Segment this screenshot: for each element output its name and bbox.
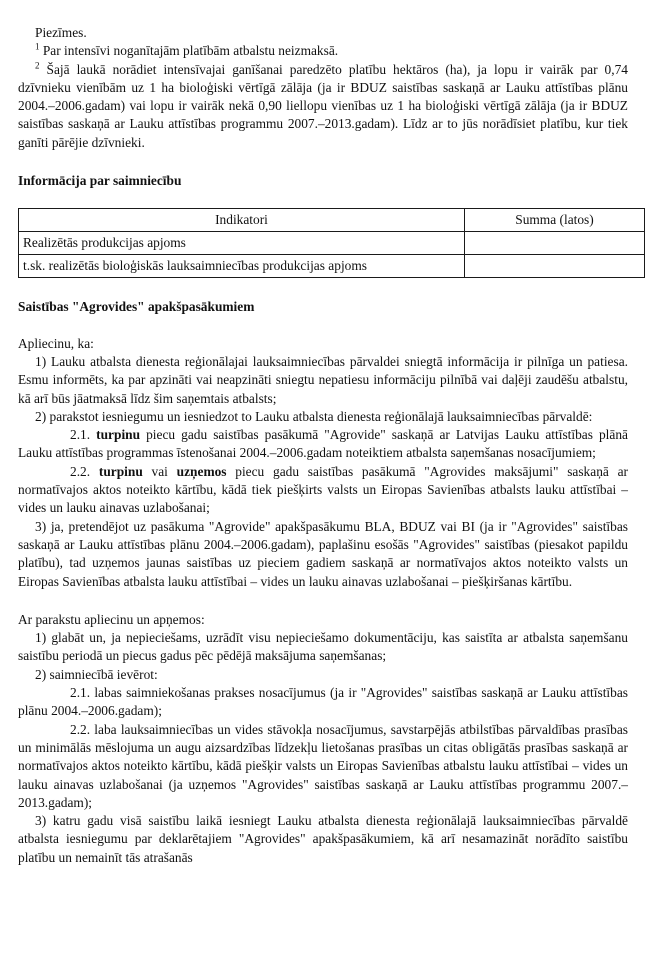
signature-item-2-lead: 2) saimniecībā ievērot: bbox=[35, 666, 158, 682]
item-2-2-keyword-1: turpinu bbox=[98, 463, 143, 479]
commitments-item-2-2 bbox=[18, 463, 628, 518]
commitments-item-1: 1) Lauku atbalsta dienesta reģionālajai lauksaimniecības pārvaldei sniegtā informācija ir pilnīga un patiesa. Esmu informēts, ka par apzināti vai neapzināti sniegtu nepatiesu informāciju pilnībā vai daļēji zaudēšu atbalstu, kā arī būs jāatmaksā līdz šim saņemtais atbalsts; bbox=[18, 353, 628, 406]
commitments-intro: Apliecinu, ka: bbox=[18, 335, 94, 351]
row-value-realized-production[interactable] bbox=[465, 232, 645, 255]
document-content bbox=[18, 24, 628, 867]
footnote-2-text: Šajā laukā norādiet intensīvajai ganīšanai paredzēto platību hektāros (ha), ja lopu ir vairāk par 0,74 dzīvnieku vienībām uz 1 ha bioloģiski vērtīgā zālāja (ja ir BDUZ saistības saskaņā ar Lauku attīstības plānu 2004.–2006.gadam) vai lopu ir vairāk nekā 0,90 liellopu vienības uz 1 ha bioloģiski vērtīgā zālāja (ja ir BDUZ saistības saskaņā ar Lauku attīstības programmu 2007.–2013.gadam). Līdz ar to jūs norādīsiet platību, kur tiek ganīti pārējie dzīvnieki. bbox=[18, 61, 628, 150]
spacer bbox=[18, 591, 628, 611]
spacer bbox=[18, 317, 628, 335]
item-2-2-text: piecu gadu saistības pasākumā "Agrovides maksājumi" saskaņā ar normatīvajos aktos noteikto kārtību, kādā tiek piešķirts valsts un Eiropas Savienības atbalsts lauku attīstībai – vides un lauku ainavas uzlabošanai; bbox=[18, 463, 628, 516]
farm-info-heading: Informācija par saimniecību bbox=[18, 173, 182, 189]
row-value-organic-production[interactable] bbox=[465, 255, 645, 278]
item-2-2-mid: vai bbox=[142, 463, 177, 479]
spacer bbox=[18, 152, 628, 172]
table-row bbox=[19, 255, 645, 278]
table-row bbox=[19, 232, 645, 255]
item-2-1-keyword: turpinu bbox=[96, 427, 141, 443]
signature-intro: Ar parakstu apliecinu un apņemos: bbox=[18, 611, 205, 627]
spacer bbox=[18, 190, 628, 208]
footnote-2 bbox=[18, 61, 628, 152]
footnote-2-marker: 2 bbox=[35, 60, 40, 71]
signature-item-1: 1) glabāt un, ja nepieciešams, uzrādīt visu nepieciešamo dokumentāciju, kas saistīta ar atbalsta saņemšanu saistību periodā un piecus gadus pēc pēdējā maksājuma saņemšanas; bbox=[18, 630, 628, 664]
column-header-sum: Summa (latos) bbox=[465, 209, 645, 232]
footnote-1-marker: 1 bbox=[35, 41, 40, 52]
signature-item-2-2: 2.2. laba lauksaimniecības un vides stāvokļa nosacījumus, savstarpējās atbilstības pārvaldības prasības un minimālās mēslojuma un augu aizsardzības līdzekļu lietošanas prasības un citas obligātās prasības saskaņā ar normatīvajos aktos noteikto kārtību, kādā piešķir valsts un Eiropas Savienības atbalstu lauku attīstībai – vides un lauku ainavas uzlabošanai (ja uzņemos "Agrovides" saistības saskaņā ar Lauku attīstības programmu 2007.–2013.gadam); bbox=[18, 721, 628, 810]
item-2-1-number: 2.1. bbox=[70, 427, 91, 443]
signature-item-3: 3) katru gadu visā saistību laikā iesniegt Lauku atbalsta dienesta reģionālajā lauksaimniecības pārvaldē atbalsta iesniegumu par deklarētajiem "Agrovides" apakšpasākumiem, kā arī nesamazināt norādīto saistību platību un nemainīt tās atrašanās bbox=[18, 813, 628, 865]
commitments-item-2-1 bbox=[18, 426, 628, 463]
footnote-1-text: Par intensīvi noganītajām platībām atbalstu neizmaksā. bbox=[42, 43, 339, 59]
spacer bbox=[18, 278, 628, 298]
item-2-2-number: 2.2. bbox=[70, 463, 91, 479]
row-label-realized-production: Realizētās produkcijas apjoms bbox=[19, 232, 465, 255]
farm-info-table bbox=[18, 208, 645, 278]
row-label-organic-production: t.sk. realizētās bioloģiskās lauksaimniecības produkcijas apjoms bbox=[19, 255, 465, 278]
footnote-1 bbox=[18, 42, 628, 60]
item-2-2-keyword-2: uzņemos bbox=[176, 463, 227, 479]
table-header-row bbox=[19, 209, 645, 232]
commitments-item-3: 3) ja, pretendējot uz pasākuma "Agrovide" apakšpasākumu BLA, BDUZ vai BI (ja ir "Agrovides" saistības saskaņā ar Lauku attīstības plānu 2004.–2006.gadam), paplašinu esošās "Agrovides" saistības (piesakot papildu platību), tad uzņemos jaunas saistības uz pieciem gadiem saskaņā ar normatīvajos aktos noteikto valsts un Eiropas Savienības atbalsta lauku attīstībai – vides un lauku ainavas uzlabošanai – piešķiršanas kārtību. bbox=[18, 518, 628, 589]
notes-heading: Piezīmes. bbox=[35, 25, 87, 40]
item-2-1-text: piecu gadu saistības pasākumā "Agrovide" saskaņā ar Latvijas Lauku attīstības plānā Lauku attīstības programmas īstenošanai 2004.–2006.gadam noteiktiem atbalsta saņemšanas nosacījumiem; bbox=[18, 427, 628, 461]
commitments-heading: Saistības "Agrovides" apakšpasākumiem bbox=[18, 299, 255, 315]
column-header-indicators: Indikatori bbox=[19, 209, 465, 232]
signature-item-2-1: 2.1. labas saimniekošanas prakses nosacījumus (ja ir "Agrovides" saistības saskaņā ar Lauku attīstības plānu 2004.–2006.gadam); bbox=[18, 685, 628, 719]
commitments-item-2-lead: 2) parakstot iesniegumu un iesniedzot to Lauku atbalsta dienesta reģionālajā lauksaimniecības pārvaldē: bbox=[35, 408, 593, 424]
